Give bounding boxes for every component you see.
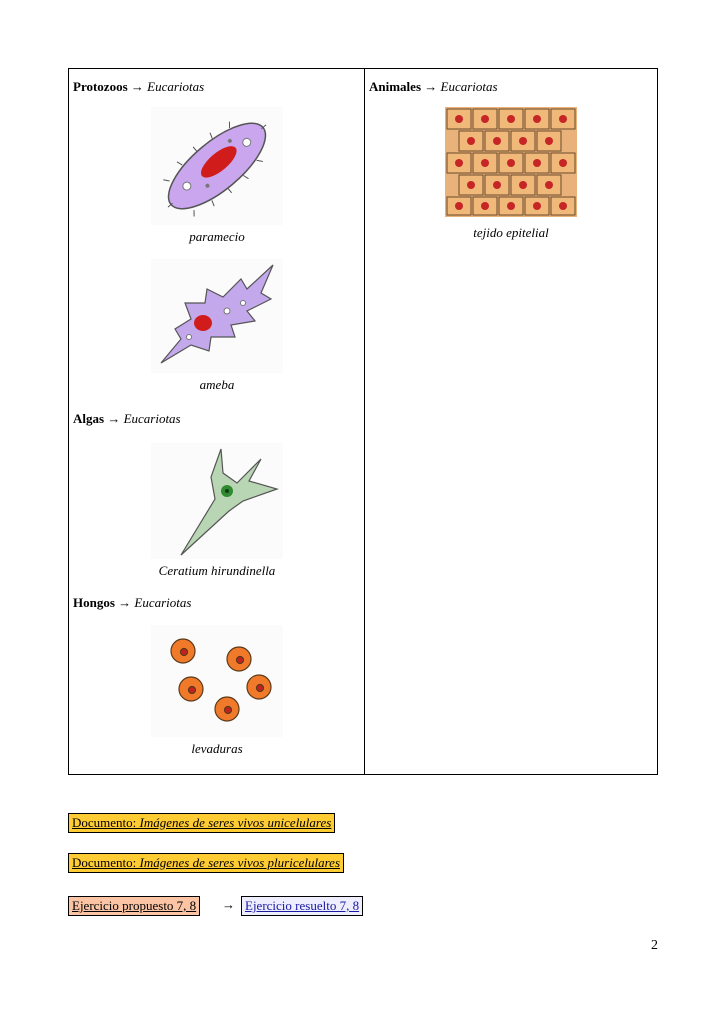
- levaduras-image: [151, 625, 283, 737]
- left-column: [69, 69, 365, 774]
- doc-unicelulares-link[interactable]: Documento: Imágenes de seres vivos unicelulares: [68, 813, 335, 833]
- ejercicio-propuesto-link[interactable]: Ejercicio propuesto 7, 8: [68, 896, 200, 916]
- protozoos-heading: Protozoos → Eucariotas: [73, 79, 205, 94]
- ejercicio-resuelto-link[interactable]: Ejercicio resuelto 7, 8: [241, 896, 363, 916]
- doc-pluricelulares-link[interactable]: Documento: Imágenes de seres vivos pluricelulares: [68, 853, 344, 873]
- ceratium-caption: Ceratium hirundinella: [158, 563, 276, 578]
- right-column: [365, 69, 657, 774]
- tejido-epitelial-caption: tejido epitelial: [473, 225, 549, 240]
- paramecio-caption: paramecio: [189, 229, 245, 244]
- algas-heading: Algas → Eucariotas: [73, 411, 181, 426]
- levaduras-caption: levaduras: [191, 741, 243, 756]
- page-number: 2: [651, 938, 658, 953]
- ameba-image: [151, 259, 283, 373]
- ceratium-image: [151, 443, 283, 559]
- tejido-epitelial-image: [445, 107, 577, 217]
- ameba-caption: ameba: [199, 377, 235, 392]
- animales-heading: Animales → Eucariotas: [369, 79, 498, 94]
- organisms-table: [68, 68, 658, 775]
- paramecio-image: [151, 107, 283, 225]
- hongos-heading: Hongos → Eucariotas: [73, 595, 192, 610]
- exercise-arrow: →: [222, 897, 235, 912]
